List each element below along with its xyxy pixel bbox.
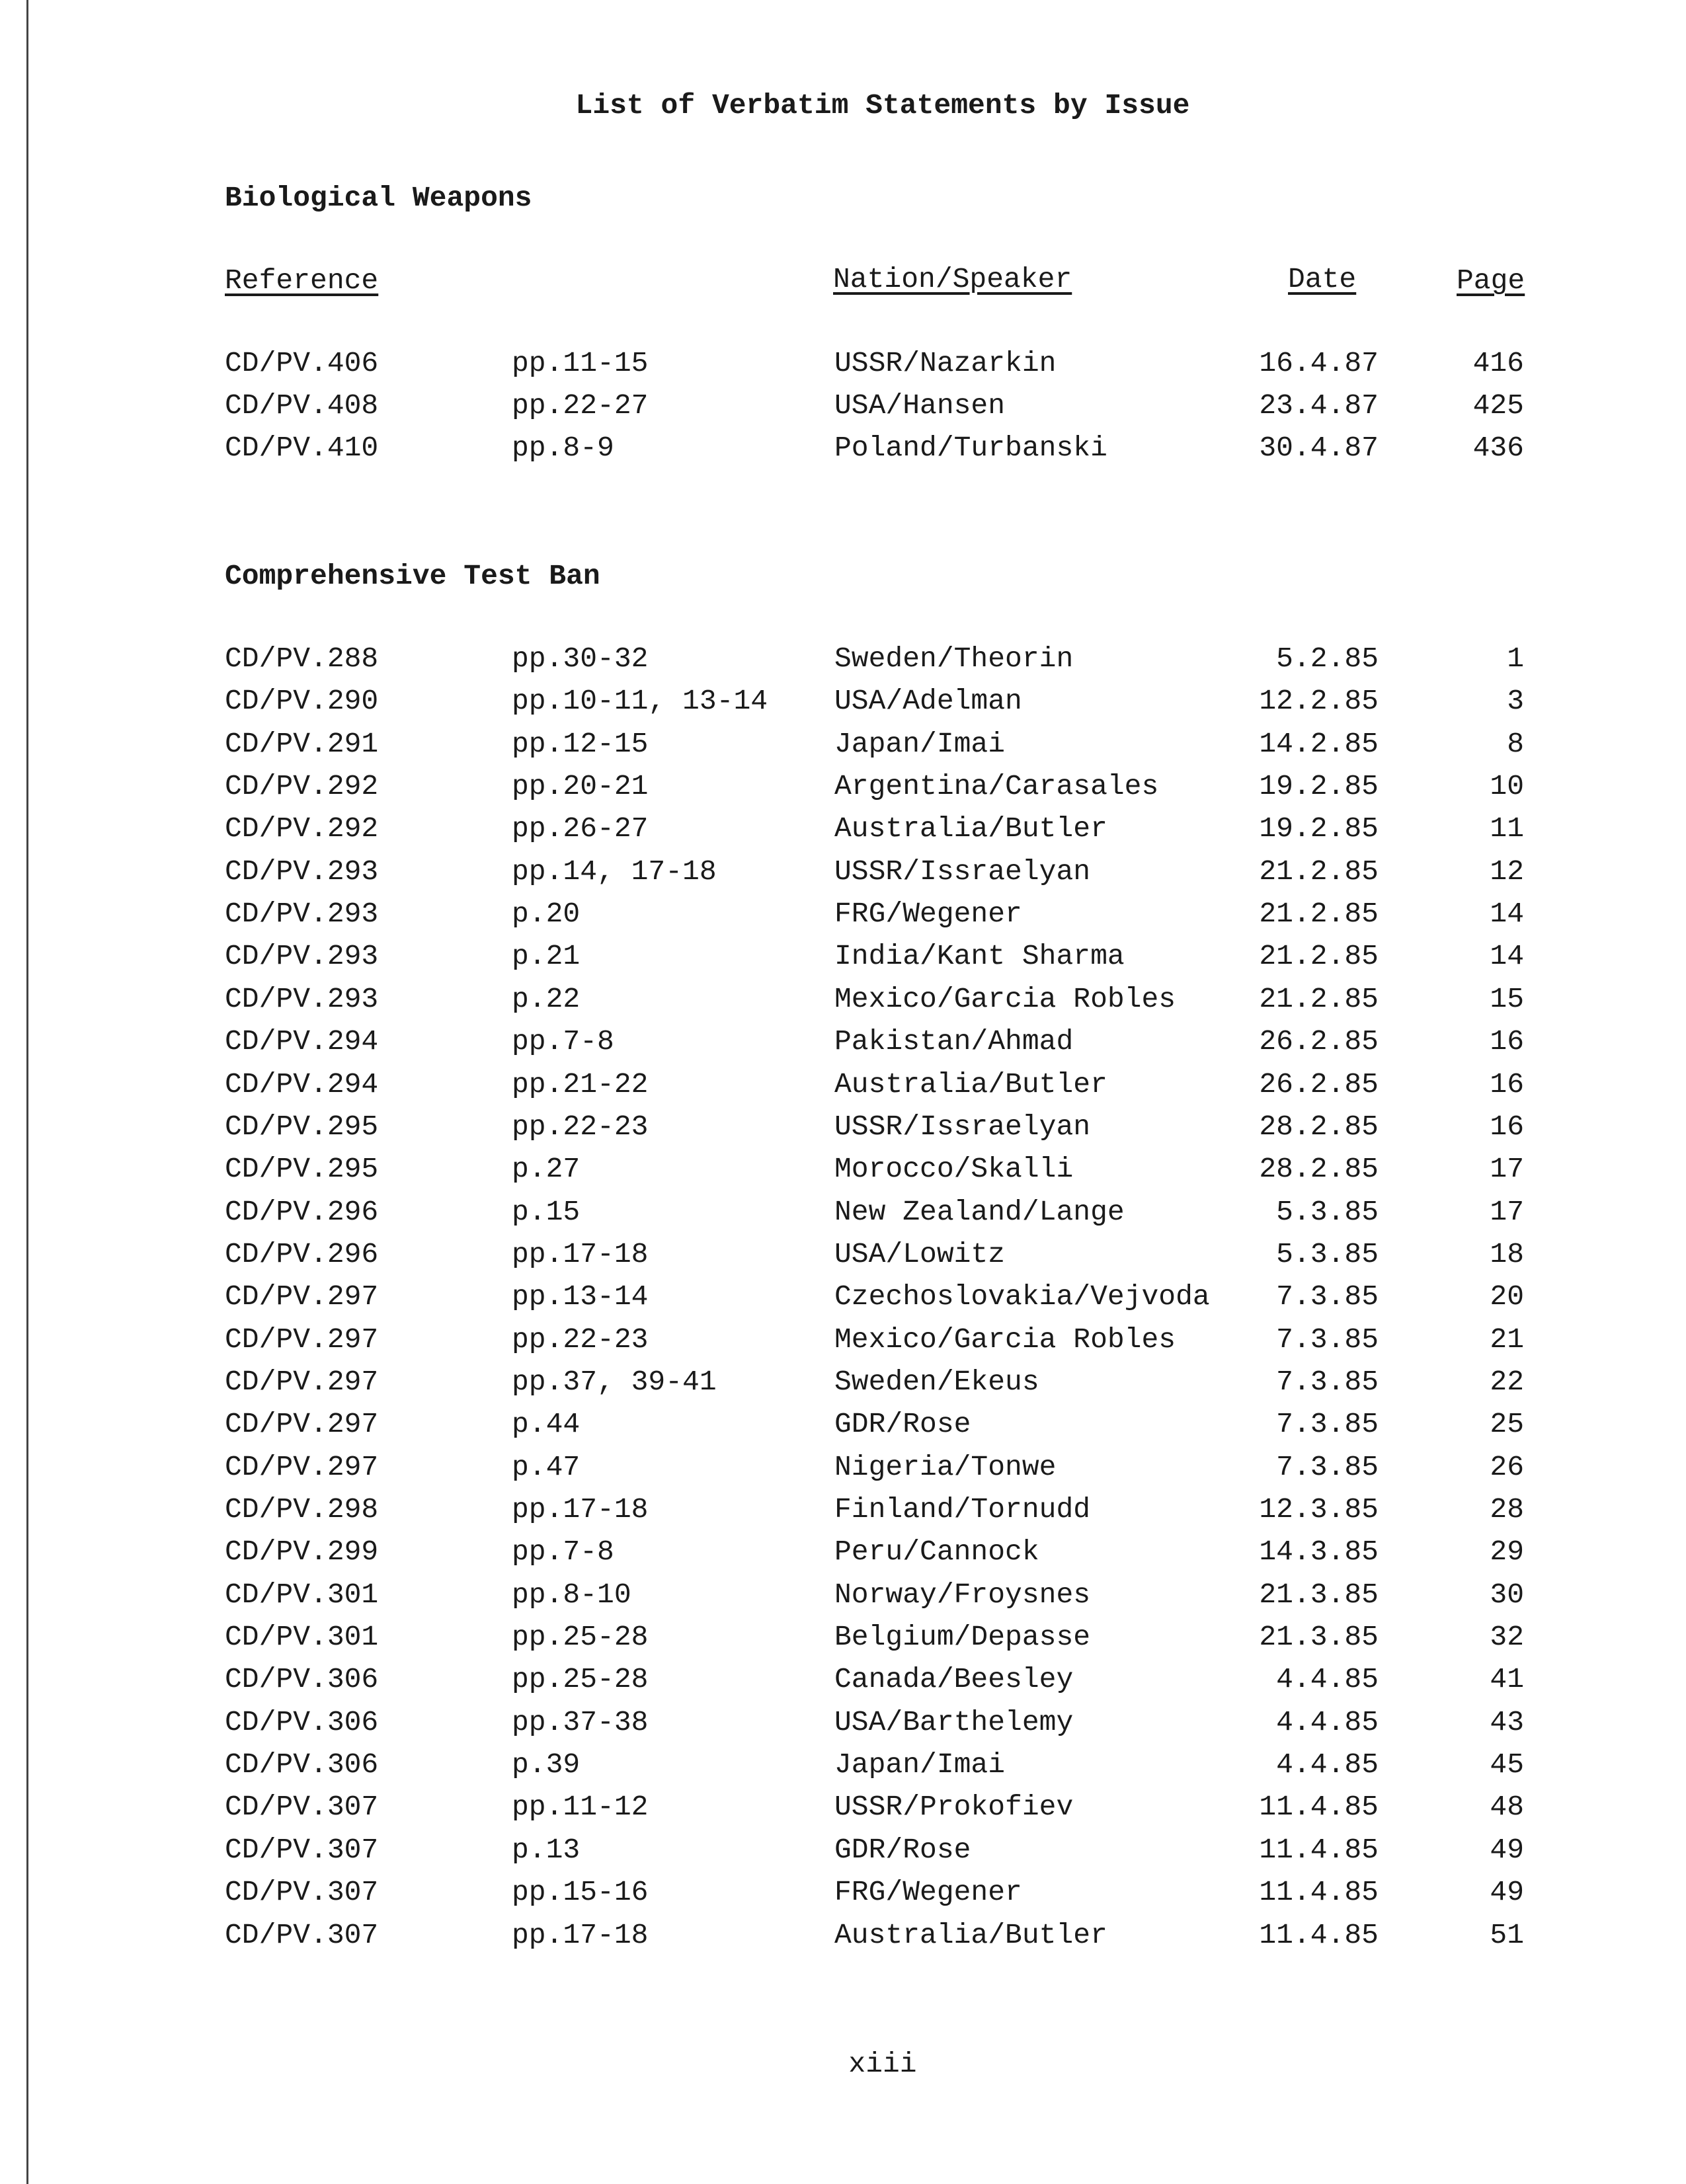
reference-cell: CD/PV.295 [225,1110,379,1143]
nation-speaker-cell: USA/Hansen [834,389,1006,422]
nation-speaker-cell: Mexico/Garcia Robles [834,1323,1176,1356]
page-cell: 25 [1490,1408,1524,1441]
page-cell: 436 [1472,432,1524,464]
pages-cell: pp.12-15 [512,727,649,760]
reference-cell: CD/PV.297 [225,1323,379,1356]
page-cell: 17 [1490,1153,1524,1186]
table-row [0,940,1686,982]
table-row [0,347,1686,389]
reference-cell: CD/PV.299 [225,1536,379,1569]
reference-cell: CD/PV.298 [225,1493,379,1526]
page-cell: 3 [1507,685,1524,718]
nation-speaker-cell: GDR/Rose [834,1408,971,1441]
reference-cell: CD/PV.297 [225,1280,379,1313]
reference-cell: CD/PV.292 [225,812,379,845]
nation-speaker-cell: Australia/Butler [834,812,1107,845]
date-cell: 5.2.85 [1276,643,1379,675]
reference-cell: CD/PV.295 [225,1153,379,1186]
page-cell: 28 [1490,1493,1524,1526]
pages-cell: p.27 [512,1153,581,1186]
table-row [0,1834,1686,1876]
date-cell: 4.4.85 [1276,1705,1379,1738]
nation-speaker-cell: Nigeria/Tonwe [834,1450,1057,1483]
date-cell: 4.4.85 [1276,1663,1379,1696]
pages-cell: pp.11-15 [512,347,649,379]
date-cell: 26.2.85 [1259,1025,1379,1058]
table-row [0,1621,1686,1663]
page-cell: 45 [1490,1748,1524,1781]
reference-cell: CD/PV.306 [225,1748,379,1781]
table-row [0,1111,1686,1153]
reference-cell: CD/PV.297 [225,1365,379,1398]
table-row [0,1238,1686,1280]
pages-cell: pp.17-18 [512,1918,649,1951]
nation-speaker-cell: Sweden/Ekeus [834,1365,1039,1398]
table-row [0,389,1686,432]
date-cell: 7.3.85 [1276,1408,1379,1441]
pages-cell: pp.17-18 [512,1237,649,1270]
nation-speaker-cell: USSR/Nazarkin [834,347,1057,379]
nation-speaker-cell: Argentina/Carasales [834,770,1159,803]
nation-speaker-cell: USSR/Issraelyan [834,855,1091,888]
nation-speaker-cell: Belgium/Depasse [834,1621,1091,1654]
column-header-reference: Reference [225,264,379,297]
pages-cell: pp.14, 17-18 [512,855,717,888]
pages-cell: p.47 [512,1450,581,1483]
pages-cell: pp.37, 39-41 [512,1365,717,1398]
section-heading-comprehensive-test-ban: Comprehensive Test Ban [225,560,600,592]
table-row [0,1280,1686,1323]
page-cell: 48 [1490,1791,1524,1824]
pages-cell: p.44 [512,1408,581,1441]
date-cell: 30.4.87 [1259,432,1379,464]
pages-cell: pp.25-28 [512,1663,649,1696]
pages-cell: pp.11-12 [512,1791,649,1824]
reference-cell: CD/PV.307 [225,1791,379,1824]
date-cell: 11.4.85 [1259,1833,1379,1866]
page-cell: 16 [1490,1025,1524,1058]
section-heading-biological-weapons: Biological Weapons [225,182,532,214]
table-row [0,728,1686,770]
table-row [0,1663,1686,1705]
pages-cell: p.20 [512,898,581,931]
reference-cell: CD/PV.307 [225,1876,379,1909]
date-cell: 21.3.85 [1259,1621,1379,1654]
table-row [0,1451,1686,1493]
reference-cell: CD/PV.292 [225,770,379,803]
date-cell: 21.2.85 [1259,940,1379,973]
page-number: xiii [848,2048,917,2080]
nation-speaker-cell: FRG/Wegener [834,1876,1022,1909]
date-cell: 14.2.85 [1259,727,1379,760]
reference-cell: CD/PV.408 [225,389,379,422]
reference-cell: CD/PV.294 [225,1025,379,1058]
nation-speaker-cell: Japan/Imai [834,727,1006,760]
date-cell: 19.2.85 [1259,812,1379,845]
nation-speaker-cell: USA/Lowitz [834,1237,1006,1270]
page-cell: 32 [1490,1621,1524,1654]
date-cell: 7.3.85 [1276,1323,1379,1356]
date-cell: 11.4.85 [1259,1876,1379,1909]
table-row [0,1876,1686,1918]
date-cell: 5.3.85 [1276,1237,1379,1270]
pages-cell: p.21 [512,940,581,973]
pages-cell: pp.25-28 [512,1621,649,1654]
pages-cell: p.15 [512,1195,581,1228]
date-cell: 4.4.85 [1276,1748,1379,1781]
pages-cell: pp.7-8 [512,1025,614,1058]
date-cell: 19.2.85 [1259,770,1379,803]
date-cell: 12.2.85 [1259,685,1379,718]
reference-cell: CD/PV.301 [225,1578,379,1611]
pages-cell: p.39 [512,1748,581,1781]
table-row [0,1408,1686,1450]
pages-cell: pp.22-23 [512,1110,649,1143]
page-cell: 8 [1507,727,1524,760]
page-cell: 1 [1507,643,1524,675]
nation-speaker-cell: USSR/Prokofiev [834,1791,1074,1824]
table-row [0,643,1686,685]
table-row [0,1493,1686,1536]
reference-cell: CD/PV.406 [225,347,379,379]
table-row [0,855,1686,898]
reference-cell: CD/PV.294 [225,1068,379,1101]
nation-speaker-cell: Australia/Butler [834,1068,1107,1101]
pages-cell: pp.7-8 [512,1536,614,1569]
page-cell: 17 [1490,1195,1524,1228]
page-cell: 20 [1490,1280,1524,1313]
reference-cell: CD/PV.293 [225,940,379,973]
pages-cell: pp.37-38 [512,1705,649,1738]
page-cell: 16 [1490,1110,1524,1143]
page-cell: 12 [1490,855,1524,888]
page-cell: 43 [1490,1705,1524,1738]
nation-speaker-cell: USA/Adelman [834,685,1022,718]
pages-cell: pp.22-27 [512,389,649,422]
reference-cell: CD/PV.293 [225,855,379,888]
reference-cell: CD/PV.290 [225,685,379,718]
page-cell: 14 [1490,898,1524,931]
date-cell: 21.2.85 [1259,982,1379,1015]
table-row [0,983,1686,1025]
date-cell: 21.2.85 [1259,855,1379,888]
table-row [0,770,1686,812]
nation-speaker-cell: Poland/Turbanski [834,432,1107,464]
table-row [0,432,1686,474]
date-cell: 28.2.85 [1259,1110,1379,1143]
page-cell: 14 [1490,940,1524,973]
page-cell: 18 [1490,1237,1524,1270]
nation-speaker-cell: Canada/Beesley [834,1663,1074,1696]
table-row [0,1025,1686,1068]
reference-cell: CD/PV.293 [225,898,379,931]
nation-speaker-cell: USSR/Issraelyan [834,1110,1091,1143]
table-row [0,812,1686,855]
date-cell: 11.4.85 [1259,1918,1379,1951]
page-cell: 49 [1490,1876,1524,1909]
reference-cell: CD/PV.291 [225,727,379,760]
date-cell: 21.2.85 [1259,898,1379,931]
table-row [0,1536,1686,1578]
date-cell: 7.3.85 [1276,1450,1379,1483]
page-cell: 15 [1490,982,1524,1015]
date-cell: 7.3.85 [1276,1280,1379,1313]
page-cell: 26 [1490,1450,1524,1483]
document-title: List of Verbatim Statements by Issue [575,89,1190,122]
page-cell: 41 [1490,1663,1524,1696]
column-header-nation-speaker: Nation/Speaker [833,263,1072,295]
date-cell: 21.3.85 [1259,1578,1379,1611]
date-cell: 14.3.85 [1259,1536,1379,1569]
pages-cell: pp.13-14 [512,1280,649,1313]
pages-cell: p.13 [512,1833,581,1866]
table-row [0,1748,1686,1791]
page-cell: 29 [1490,1536,1524,1569]
nation-speaker-cell: Finland/Tornudd [834,1493,1091,1526]
table-row [0,898,1686,940]
page-cell: 30 [1490,1578,1524,1611]
reference-cell: CD/PV.307 [225,1918,379,1951]
pages-cell: pp.20-21 [512,770,649,803]
reference-cell: CD/PV.410 [225,432,379,464]
nation-speaker-cell: USA/Barthelemy [834,1705,1074,1738]
page-cell: 16 [1490,1068,1524,1101]
nation-speaker-cell: FRG/Wegener [834,898,1022,931]
page-cell: 51 [1490,1918,1524,1951]
table-row [0,1323,1686,1366]
page-cell: 425 [1472,389,1524,422]
table-row [0,1196,1686,1238]
reference-cell: CD/PV.301 [225,1621,379,1654]
date-cell: 5.3.85 [1276,1195,1379,1228]
column-header-page: Page [1457,264,1525,297]
page-cell: 21 [1490,1323,1524,1356]
reference-cell: CD/PV.307 [225,1833,379,1866]
date-cell: 16.4.87 [1259,347,1379,379]
table-row [0,1706,1686,1748]
pages-cell: pp.10-11, 13-14 [512,685,768,718]
page-cell: 49 [1490,1833,1524,1866]
reference-cell: CD/PV.288 [225,643,379,675]
page-cell: 416 [1472,347,1524,379]
nation-speaker-cell: Mexico/Garcia Robles [834,982,1176,1015]
table-row [0,1579,1686,1621]
date-cell: 11.4.85 [1259,1791,1379,1824]
page-cell: 22 [1490,1365,1524,1398]
nation-speaker-cell: New Zealand/Lange [834,1195,1125,1228]
reference-cell: CD/PV.297 [225,1408,379,1441]
reference-cell: CD/PV.296 [225,1195,379,1228]
table-row [0,1366,1686,1408]
table-row [0,1791,1686,1833]
nation-speaker-cell: Peru/Cannock [834,1536,1039,1569]
pages-cell: pp.17-18 [512,1493,649,1526]
reference-cell: CD/PV.293 [225,982,379,1015]
table-row [0,685,1686,727]
date-cell: 28.2.85 [1259,1153,1379,1186]
reference-cell: CD/PV.297 [225,1450,379,1483]
page-cell: 11 [1490,812,1524,845]
pages-cell: pp.8-10 [512,1578,631,1611]
date-cell: 26.2.85 [1259,1068,1379,1101]
column-header-date: Date [1288,263,1357,295]
reference-cell: CD/PV.306 [225,1663,379,1696]
nation-speaker-cell: Sweden/Theorin [834,643,1074,675]
date-cell: 12.3.85 [1259,1493,1379,1526]
pages-cell: pp.8-9 [512,432,614,464]
pages-cell: pp.30-32 [512,643,649,675]
nation-speaker-cell: Australia/Butler [834,1918,1107,1951]
pages-cell: pp.21-22 [512,1068,649,1101]
table-row [0,1919,1686,1961]
pages-cell: pp.15-16 [512,1876,649,1909]
table-row [0,1068,1686,1111]
nation-speaker-cell: Czechoslovakia/Vejvoda [834,1280,1210,1313]
reference-cell: CD/PV.296 [225,1237,379,1270]
pages-cell: p.22 [512,982,581,1015]
nation-speaker-cell: GDR/Rose [834,1833,971,1866]
reference-cell: CD/PV.306 [225,1705,379,1738]
nation-speaker-cell: India/Kant Sharma [834,940,1125,973]
nation-speaker-cell: Norway/Froysnes [834,1578,1091,1611]
table-row [0,1153,1686,1195]
nation-speaker-cell: Pakistan/Ahmad [834,1025,1074,1058]
nation-speaker-cell: Morocco/Skalli [834,1153,1074,1186]
date-cell: 7.3.85 [1276,1365,1379,1398]
page-cell: 10 [1490,770,1524,803]
pages-cell: pp.22-23 [512,1323,649,1356]
pages-cell: pp.26-27 [512,812,649,845]
nation-speaker-cell: Japan/Imai [834,1748,1006,1781]
date-cell: 23.4.87 [1259,389,1379,422]
